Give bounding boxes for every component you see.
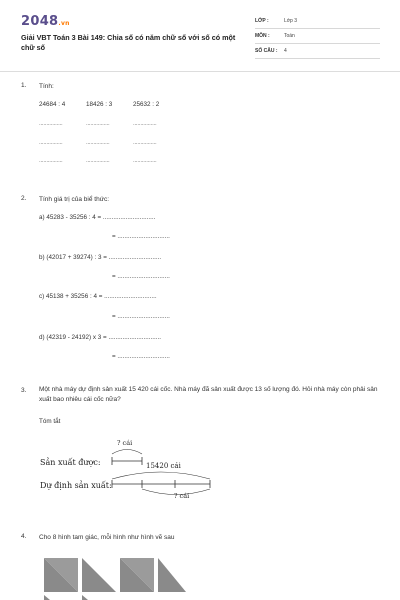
meta-key: MÔN :: [255, 33, 270, 39]
q1-blank[interactable]: ................: [133, 158, 157, 164]
triangle: [82, 595, 88, 600]
logo-tld: .vn: [58, 20, 70, 27]
bottom-brace: [142, 489, 210, 495]
triangles-figure: [0, 555, 400, 600]
site-logo[interactable]: [21, 14, 70, 29]
meta-value: 4: [284, 48, 287, 54]
q2-expression-b: b) (42017 + 39274) : 3 = ..............................: [39, 254, 162, 261]
q2-continuation-d[interactable]: = ..............................: [112, 353, 170, 360]
question-2-number: 2.: [21, 195, 27, 202]
question-3-text: Một nhà máy dự định sản xuất 15 420 cái cốc. Nhà máy đã sản xuất được 13 số lượng đó. Hỏi nhà máy còn phải sản xuất bao nhiêu cái cốc nữa?: [39, 386, 378, 404]
q2-expression-a: a) 45283 - 35256 : 4 = ..............................: [39, 214, 156, 221]
meta-panel: [255, 16, 380, 61]
question-1-number: 1.: [21, 82, 27, 89]
triangle: [44, 595, 50, 600]
page-title: Giải VBT Toán 3 Bài 149: Chia số có năm chữ số với số có một chữ số: [21, 33, 236, 53]
question-2-text: Tính giá trị của biể thức:: [39, 196, 110, 203]
q1-blank[interactable]: ................: [133, 140, 157, 146]
q1-item: 24684 : 4: [39, 101, 66, 108]
question-1-text: Tính:: [39, 83, 54, 90]
q2-continuation-a[interactable]: = ..............................: [112, 233, 170, 240]
meta-key: SỐ CÂU :: [255, 48, 278, 54]
total-brace: [112, 472, 210, 479]
q1-blank[interactable]: ................: [39, 121, 63, 127]
question-4-number: 4.: [21, 533, 27, 540]
top-brace: [112, 450, 142, 455]
meta-row-class: [255, 16, 380, 29]
diagram-bottom-question: ? cái: [174, 492, 190, 500]
diagram-planned-label: Dự định sản xuất:: [40, 481, 112, 490]
q1-blank[interactable]: ................: [39, 158, 63, 164]
meta-value: Toán: [284, 33, 295, 39]
diagram-total-label: 15420 cái: [146, 462, 181, 470]
q2-expression-c: c) 45138 + 35256 : 4 = ..............................: [39, 293, 157, 300]
q1-item: 25632 : 2: [133, 101, 160, 108]
q1-blank[interactable]: ................: [39, 140, 63, 146]
meta-key: LỚP :: [255, 18, 269, 24]
meta-value: Lớp 3: [284, 18, 298, 24]
triangle: [158, 558, 186, 592]
triangle: [82, 558, 116, 592]
summary-label: Tóm tắt: [39, 418, 61, 425]
q2-continuation-c[interactable]: = ..............................: [112, 313, 170, 320]
q1-blank[interactable]: ................: [86, 121, 110, 127]
diagram-top-question: ? cái: [117, 439, 133, 447]
q1-item: 18426 : 3: [86, 101, 113, 108]
segment-diagram: [0, 440, 400, 510]
diagram-produced-label: Sản xuất được:: [40, 458, 101, 467]
meta-row-count: [255, 46, 380, 59]
q1-blank[interactable]: ................: [133, 121, 157, 127]
q2-continuation-b[interactable]: = ..............................: [112, 273, 170, 280]
meta-row-subject: [255, 31, 380, 44]
page-header: [0, 0, 400, 72]
question-4-text: Cho 8 hình tam giác, mỗi hình như hình vẽ sau: [39, 534, 175, 541]
q1-blank[interactable]: ................: [86, 140, 110, 146]
logo-text: 2048: [21, 14, 59, 29]
q2-expression-d: d) (42319 - 24192) x 3 = ..............................: [39, 334, 161, 341]
q1-blank[interactable]: ................: [86, 158, 110, 164]
question-3-number: 3.: [21, 387, 27, 394]
